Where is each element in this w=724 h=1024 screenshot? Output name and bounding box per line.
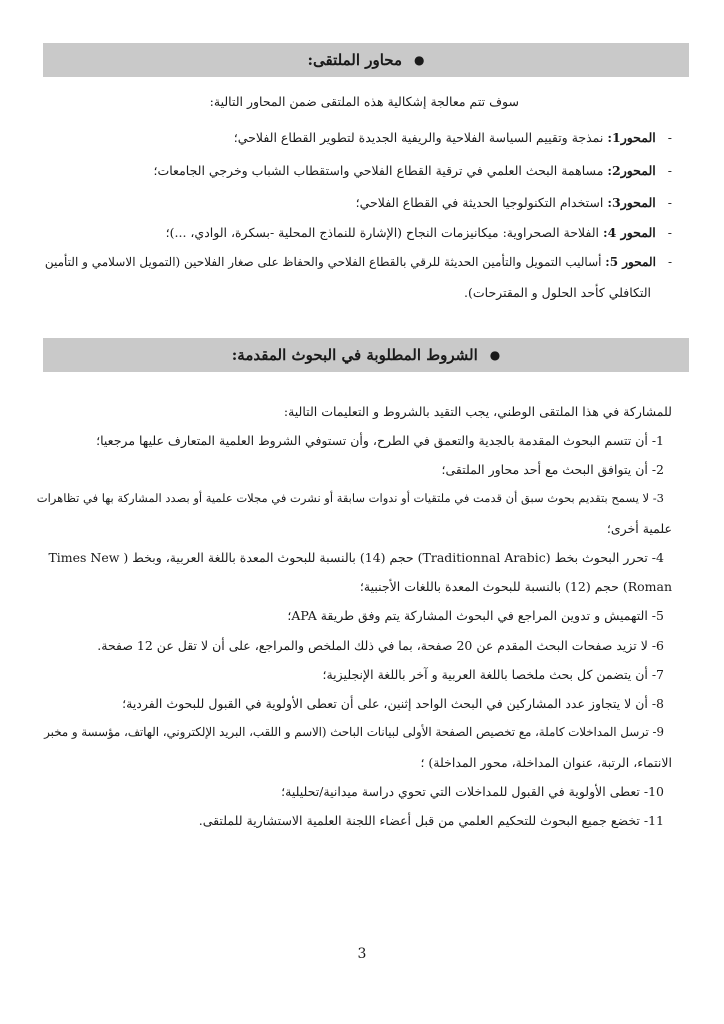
condition-item-9: 9- ترسل المداخلات كاملة، مع تخصيص الصفحة الأولى لبيانات الباحث (الاسم و اللقب، البريد الإلكتروني، الهاتف، مؤسسة و مخبر [44, 725, 664, 739]
section-heading-axes [43, 43, 689, 77]
axis-item-4: -المحور 4: الفلاحة الصحراوية: ميكانيزمات النجاح (الإشارة للنماذج المحلية -بسكرة، الوادي، ...)؛ [165, 225, 672, 240]
condition-item-3-continued: علمية أخرى؛ [606, 521, 672, 536]
axis-item-1: -المحور1: نمذجة وتقييم السياسة الفلاحية والريفية الجديدة لتطوير القطاع الفلاحي؛ [233, 130, 672, 145]
bullet-icon: ● [489, 348, 501, 362]
axis-item-5-continued: التكافلي كأحد الحلول و المقترحات). [464, 285, 651, 300]
condition-item-1: 1- أن تتسم البحوث المقدمة بالجدية والتعمق في الطرح، وأن تستوفي الشروط العلمية المتعارف عليها مرجعيا؛ [96, 433, 664, 448]
section-title: الشروط المطلوبة في البحوث المقدمة: [231, 346, 478, 364]
condition-item-4: 4- تحرر البحوث بخط (Traditionnal Arabic) حجم (14) بالنسبة للبحوث المعدة باللغة العربية، وبخط ( Times New [48, 550, 664, 565]
bullet-icon: ● [414, 53, 425, 67]
section-title: محاور الملتقى: [307, 51, 403, 69]
condition-item-10: 10- تعطى الأولوية في القبول للمداخلات التي تحوي دراسة ميدانية/تحليلية؛ [281, 784, 664, 799]
page-number: 3 [357, 946, 367, 962]
condition-item-11: 11- تخضع جميع البحوث للتحكيم العلمي من قبل أعضاء اللجنة العلمية الاستشارية للملتقى. [198, 813, 664, 828]
condition-item-3: 3- لا يسمح بتقديم بحوث سبق أن قدمت في ملتقيات أو ندوات سابقة أو نشرت في مجلات علمية أو بصدد المشاركة بها في تظاهرات [36, 491, 664, 505]
axes-intro: سوف تتم معالجة إشكالية هذه الملتقى ضمن المحاور التالية: [209, 94, 519, 109]
axis-item-5: -المحور 5: أساليب التمويل والتأمين الحديثة للرقي بالقطاع الفلاحي والحفاظ على صغار الفلاحين (التمويل الاسلامي و التأمين [44, 255, 672, 269]
condition-item-8: 8- أن لا يتجاوز عدد المشاركين في البحث الواحد إثنين، على أن تعطى الأولوية في القبول للبحوث الفردية؛ [122, 696, 664, 711]
condition-item-6: 6- لا تزيد صفحات البحث المقدم عن 20 صفحة، بما في ذلك الملخص والمراجع، على أن لا تقل عن 12 صفحة. [97, 638, 664, 653]
axis-item-2: -المحور2: مساهمة البحث العلمي في ترقية القطاع الفلاحي واستقطاب الشباب وخرجي الجامعات؛ [153, 163, 672, 178]
condition-item-7: 7- أن يتضمن كل بحث ملخصا باللغة العربية و آخر باللغة الإنجليزية؛ [322, 667, 664, 682]
condition-item-9-continued: الانتماء، الرتبة، عنوان المداخلة، محور المداخلة) ؛ [420, 755, 672, 770]
conditions-intro: للمشاركة في هذا الملتقى الوطني، يجب التقيد بالشروط و التعليمات التالية: [283, 404, 672, 419]
condition-item-4-continued: Roman) حجم (12) بالنسبة للبحوث المعدة باللغات الأجنبية؛ [359, 579, 672, 594]
condition-item-5: 5- التهميش و تدوين المراجع في البحوث المشاركة يتم وفق طريقة APA؛ [287, 608, 664, 623]
axis-item-3: -المحور3: استخدام التكنولوجيا الحديثة في القطاع الفلاحي؛ [355, 195, 672, 210]
condition-item-2: 2- أن يتوافق البحث مع أحد محاور الملتقى؛ [441, 462, 664, 477]
section-heading-conditions [43, 338, 689, 372]
